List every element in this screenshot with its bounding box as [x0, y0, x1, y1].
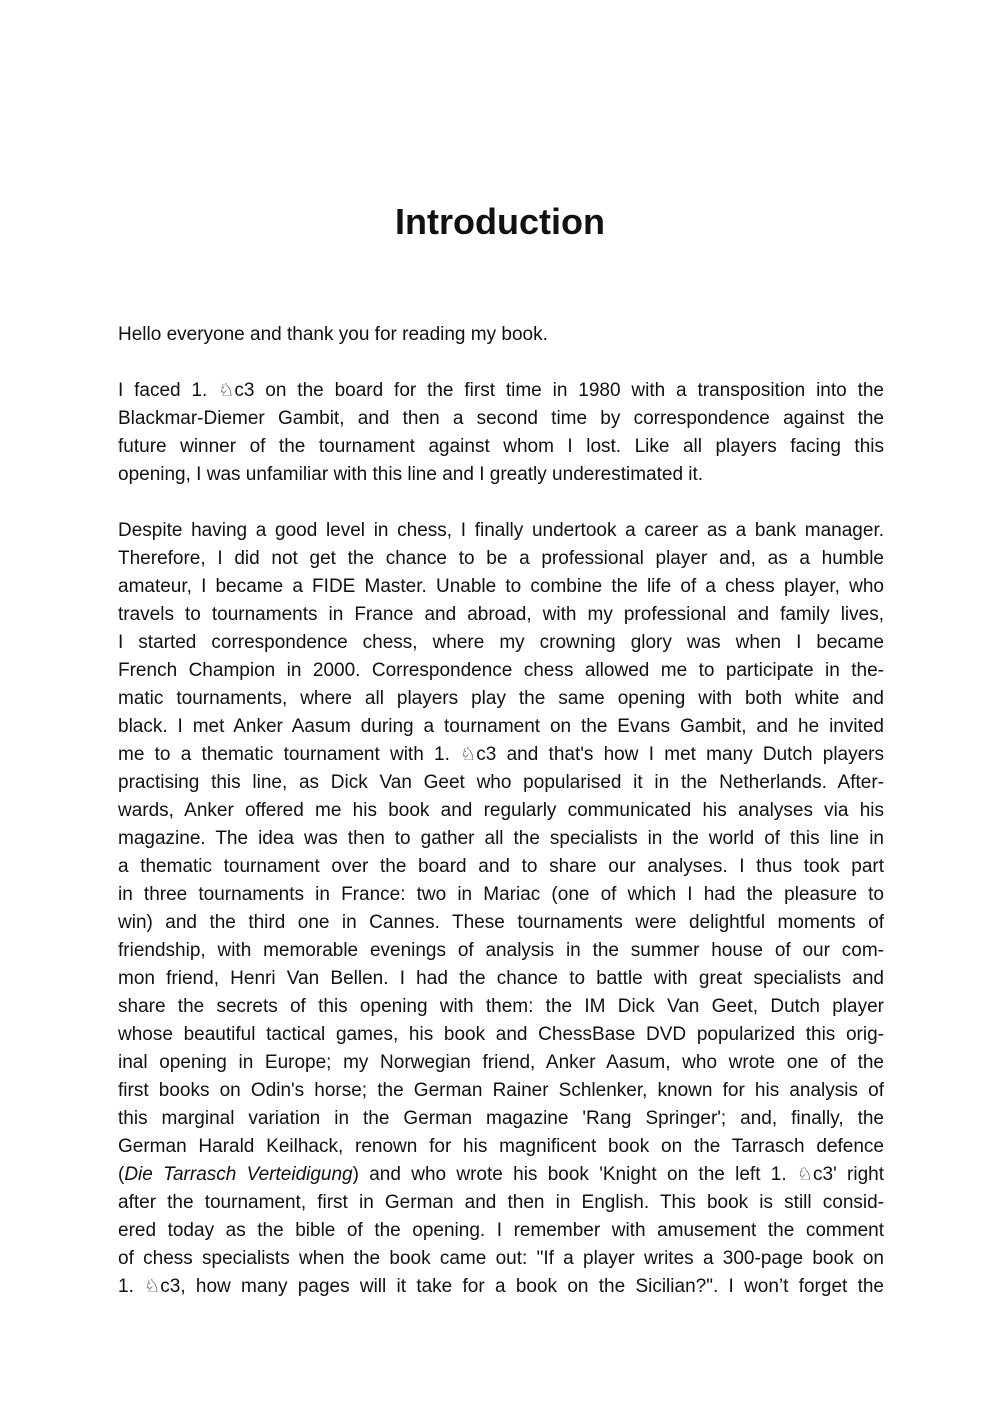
line-text: ) and who wrote his book 'Knight on the left 1. [352, 1164, 797, 1185]
line-text: ( [118, 1164, 125, 1185]
paragraph-line: win) and the third one in Cannes. These tournaments were delightful moments of [118, 912, 884, 933]
paragraph-career [118, 517, 884, 1301]
paragraph-line: mon friend, Henri Van Bellen. I had the chance to battle with great specialists and [118, 968, 884, 989]
paragraph-line: I started correspondence chess, where my crowning glory was when I became [118, 632, 884, 653]
paragraph-line: wards, Anker offered me his book and regularly communicated his analyses via his [118, 800, 884, 821]
knight-icon: ♘ [218, 380, 235, 401]
paragraph-line: this marginal variation in the German magazine 'Rang Springer'; and, finally, the [118, 1108, 884, 1129]
paragraph-line [118, 741, 884, 769]
paragraph-greeting [118, 321, 884, 349]
paragraph-line: matic tournaments, where all players play the same opening with both white and [118, 688, 884, 709]
line-text: I faced 1. [118, 380, 219, 401]
page-title: Introduction [395, 201, 605, 242]
paragraph-line: whose beautiful tactical games, his book and ChessBase DVD popularized this orig- [118, 1024, 884, 1045]
paragraph-line: after the tournament, first in German and then in English. This book is still consid- [118, 1192, 884, 1213]
paragraph-line: Therefore, I did not get the chance to be a professional player and, as a humble [118, 548, 884, 569]
paragraph-line: of chess specialists when the book came out: "If a player writes a 300-page book on [118, 1248, 884, 1269]
paragraph-line: in three tournaments in France: two in Mariac (one of which I had the pleasure to [118, 884, 884, 905]
paragraph-line: travels to tournaments in France and abroad, with my professional and family lives, [118, 604, 884, 625]
line-text: c3, how many pages will it take for a book on the Sicilian?". I won’t forget the [160, 1276, 885, 1297]
paragraph-line [118, 377, 884, 405]
book-title-italic: Die Tarrasch Verteidigung [124, 1164, 353, 1185]
paragraph-line: French Champion in 2000. Correspondence chess allowed me to participate in the- [118, 660, 884, 681]
paragraph-line: Despite having a good level in chess, I finally undertook a career as a bank manager. [118, 520, 884, 541]
paragraph-first-encounter [118, 377, 884, 489]
line-text: me to a thematic tournament with 1. [118, 744, 461, 765]
paragraph-line: ered today as the bible of the opening. I remember with amusement the comment [118, 1220, 884, 1241]
paragraph-line [118, 1161, 884, 1189]
paragraph-line: inal opening in Europe; my Norwegian friend, Anker Aasum, who wrote one of the [118, 1052, 884, 1073]
paragraph-line: amateur, I became a FIDE Master. Unable to combine the life of a chess player, who [118, 576, 884, 597]
paragraph-line: friendship, with memorable evenings of analysis in the summer house of our com- [118, 940, 884, 961]
paragraph-line: practising this line, as Dick Van Geet who popularised it in the Netherlands. After- [118, 772, 884, 793]
paragraph-line: opening, I was unfamiliar with this line and I greatly underestimated it. [118, 464, 704, 485]
paragraph-line: German Harald Keilhack, renown for his magnificent book on the Tarrasch defence [118, 1136, 884, 1157]
paragraph-line: future winner of the tournament against whom I lost. Like all players facing this [118, 436, 884, 457]
line-text: c3 on the board for the first time in 1980 with a transposition into the [234, 380, 884, 401]
paragraph-line: Hello everyone and thank you for reading my book. [118, 324, 548, 345]
paragraph-line: black. I met Anker Aasum during a tournament on the Evans Gambit, and he invited [118, 716, 884, 737]
knight-icon: ♘ [796, 1164, 814, 1185]
knight-icon: ♘ [144, 1276, 161, 1297]
paragraph-line: magazine. The idea was then to gather all the specialists in the world of this line in [118, 828, 884, 849]
line-text: c3' right [813, 1164, 884, 1185]
line-text: c3 and that's how I met many Dutch players [476, 744, 885, 765]
line-text: 1. [118, 1276, 145, 1297]
paragraph-line: a thematic tournament over the board and to share our analyses. I thus took part [118, 856, 884, 877]
knight-icon: ♘ [460, 744, 477, 765]
paragraph-line [118, 1273, 884, 1301]
paragraph-line: first books on Odin's horse; the German Rainer Schlenker, known for his analysis of [118, 1080, 884, 1101]
paragraph-line: Blackmar-Diemer Gambit, and then a second time by correspondence against the [118, 408, 884, 429]
paragraph-line: share the secrets of this opening with them: the IM Dick Van Geet, Dutch player [118, 996, 884, 1017]
